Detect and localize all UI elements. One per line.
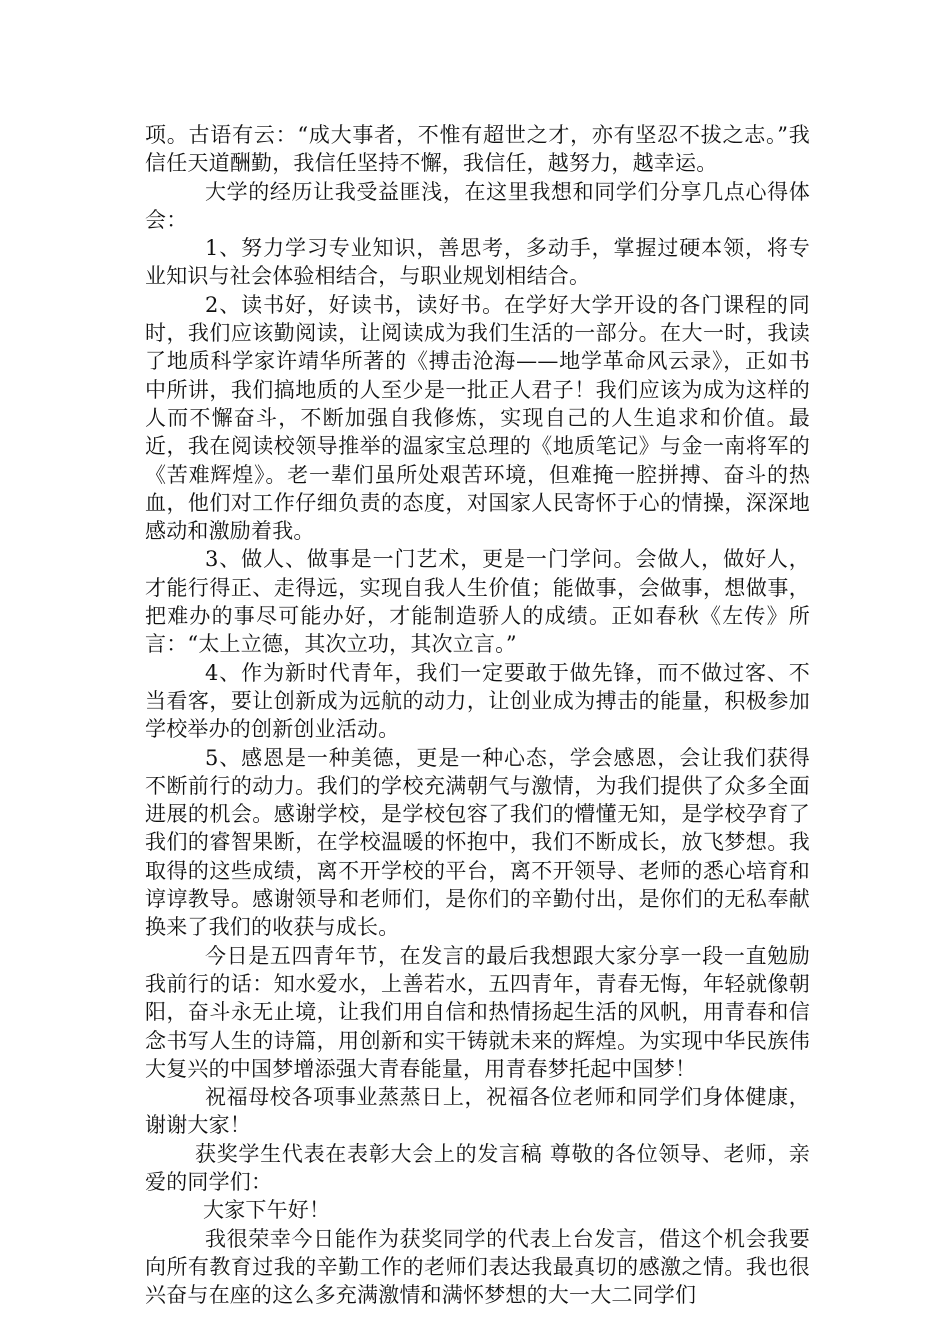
paragraph-4: 2、读书好，好读书，读好书。在学好大学开设的各门课程的同时，我们应该勤阅读，让阅读成为我们生活的一部分。在大一时，我读了地质科学家许靖华所著的《搏击沧海——地学革命风云录》，正如书中所讲，我们搞地质的人至少是一批正人君子！我们应该为成为这样的人而不懈奋斗，不断加强自我修炼，实现自己的人生追求和价值。最近，我在阅读校领导推举的温家宝总理的《地质笔记》与金一南将军的《苦难辉煌》。老一辈们虽所处艰苦环境，但难掩一腔拼搏、奋斗的热血，他们对工作仔细负责的态度，对国家人民寄怀于心的情操，深深地感动和激励着我。	[145, 292, 810, 544]
paragraph-10: 获奖学生代表在表彰大会上的发言稿 尊敬的各位领导、老师，亲爱的同学们：	[145, 1141, 810, 1194]
document-body	[145, 121, 810, 1309]
paragraph-11: 大家下午好！	[203, 1198, 331, 1223]
paragraph-6: 4、作为新时代青年，我们一定要敢于做先锋，而不做过客、不当看客，要让创新成为远航的动力，让创业成为搏击的能量，积极参加学校举办的创新创业活动。	[145, 660, 810, 742]
paragraph-1: 项。古语有云：“成大事者，不惟有超世之才，亦有坚忍不拔之志。”我信任天道酬勤，我信任坚持不懈，我信任，越努力，越幸运。	[145, 123, 810, 176]
paragraph-2: 大学的经历让我受益匪浅，在这里我想和同学们分享几点心得体会：	[145, 179, 810, 232]
paragraph-9: 祝福母校各项事业蒸蒸日上，祝福各位老师和同学们身体健康，谢谢大家！	[145, 1085, 810, 1138]
paragraph-8: 今日是五四青年节，在发言的最后我想跟大家分享一段一直勉励我前行的话：知水爱水，上善若水，五四青年，青春无悔，年轻就像朝阳，奋斗永无止境，让我们用自信和热情扬起生活的风帆，用青春和信念书写人生的诗篇，用创新和实干铸就未来的辉煌。为实现中华民族伟大复兴的中国梦增添强大青春能量，用青春梦托起中国梦！	[145, 943, 810, 1081]
paragraph-12: 我很荣幸今日能作为获奖同学的代表上台发言，借这个机会我要向所有教育过我的辛勤工作的老师们表达我最真切的感激之情。我也很兴奋与在座的这么多充满激情和满怀梦想的大一大二同学们	[145, 1226, 810, 1308]
paragraph-7: 5、感恩是一种美德，更是一种心态，学会感恩，会让我们获得不断前行的动力。我们的学校充满朝气与激情，为我们提供了众多全面进展的机会。感谢学校，是学校包容了我们的懵懂无知，是学校孕育了我们的睿智果断，在学校温暖的怀抱中，我们不断成长，放飞梦想。我取得的这些成绩，离不开学校的平台，离不开领导、老师的悉心培育和谆谆教导。感谢领导和老师们，是你们的辛勤付出，是你们的无私奉献换来了我们的收获与成长。	[145, 745, 810, 940]
paragraph-3: 1、努力学习专业知识，善思考，多动手，掌握过硬本领，将专业知识与社会体验相结合，与职业规划相结合。	[145, 236, 810, 289]
paragraph-5: 3、做人、做事是一门艺术，更是一门学问。会做人，做好人，才能行得正、走得远，实现自我人生价值；能做事，会做事，想做事，把难办的事尽可能办好，才能制造骄人的成绩。正如春秋《左传》所言：“太上立德，其次立功，其次立言。”	[145, 547, 810, 657]
